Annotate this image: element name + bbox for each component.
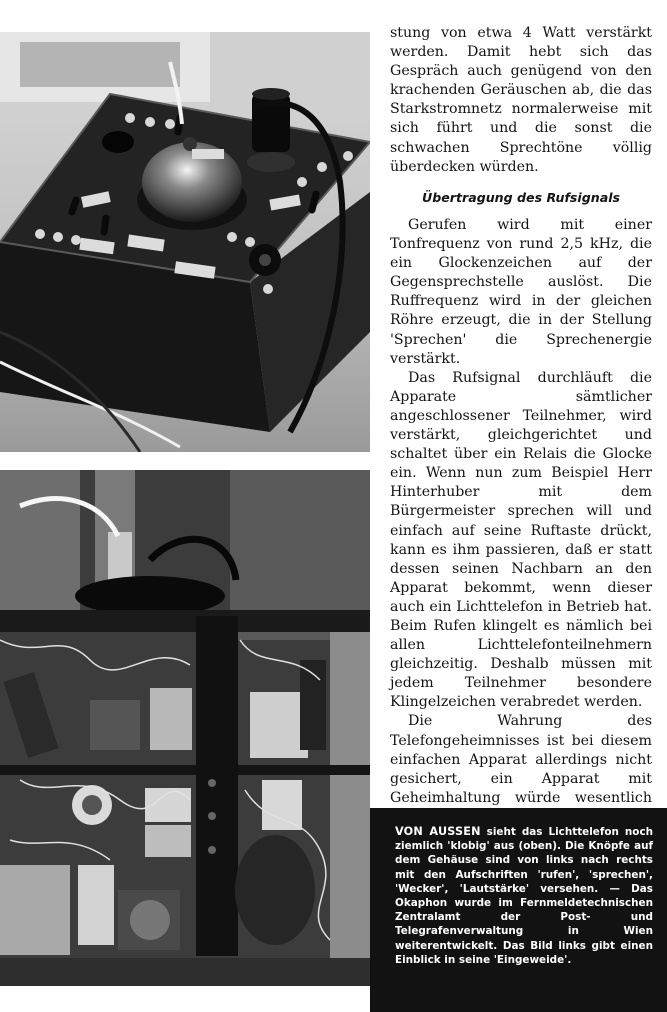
caption-lead: VON AUSSEN (395, 825, 481, 838)
article-intro (390, 24, 652, 177)
photo-device-interior (0, 470, 370, 986)
article-paragraph: Das Rufsignal durchläuft die Apparate sämtlicher angeschlossener Teilnehmer, wird verstärkt, gleichgerichtet und schaltet über ein Relais die Glocke ein. Wenn nun zum Beispiel Herr Hinterhuber mit dem Bürgermeister sprechen will und einfach auf seine Ruftaste drückt, kann es ihm passieren, daß er statt dessen seinen Nachbarn an den Apparat bekommt, wenn dieser auch ein Lichttelefon in Betrieb hat. Beim Rufen klingelt es nämlich bei allen Lichttelefonteilnehmern gleichzeitig. Deshalb müssen mit jedem Teilnehmer besondere Klingelzeichen verabredet werden. (390, 369, 652, 711)
photo-device-exterior (0, 32, 370, 452)
article-subheading: Übertragung des Rufsignals (421, 190, 621, 205)
article-paragraph: Gerufen wird mit einer Tonfrequenz von rund 2,5 kHz, die ein Glockenzeichen auf der Gegensprechstelle auslöst. Die Ruffrequenz wird in der gleichen Röhre erzeugt, die in der Stellung 'Sprechen' die Sprechenergie verstärkt. (390, 217, 652, 367)
article-paragraph: stung von etwa 4 Watt verstärkt werden. Damit hebt sich das Gespräch auch genügend von den krachenden Geräuschen ab, die das Starkstromnetz normalerweise mit sich führt und die sonst die schwachen Sprechtöne völlig überdecken würden. (390, 25, 652, 175)
photo-caption (370, 808, 667, 1012)
article-body (390, 216, 652, 827)
caption-text: sieht das Lichttelefon noch ziemlich 'klobig' aus (oben). Die Knöpfe auf dem Gehäuse sind von links nach rechts mit den Aufschriften 'rufen', 'sprechen', 'Wecker', 'Lautstärke' versehen. — Das Okaphon wurde im Fernmeldetechnischen Zentralamt der Post- und Telegrafenverwaltung in Wien weiterentwickelt. Das Bild links gibt einen Einblick in seine 'Eingeweide'. (395, 826, 653, 966)
article-paragraph: Die Wahrung des Telefongeheimnisses ist bei diesem einfachen Apparat allerdings nicht gesichert, ein Apparat mit Geheimhaltung würde wesentlich (390, 713, 652, 806)
